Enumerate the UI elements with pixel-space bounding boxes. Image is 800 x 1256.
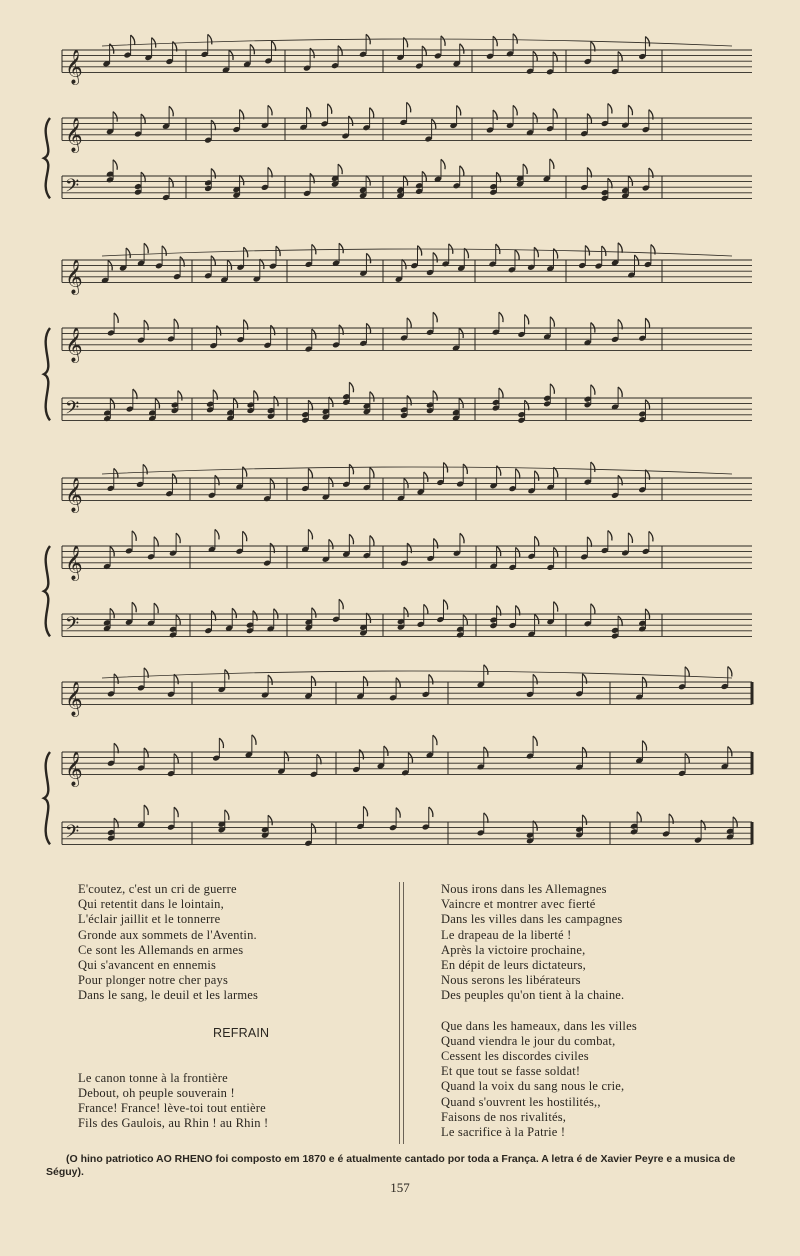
verse-line: Pour plonger notre cher pays [78,973,229,988]
note-flag [396,678,400,688]
lyrics-right-column [441,882,741,1155]
note-flag [329,397,333,407]
lyrics-section [0,882,800,1142]
note-flag [225,810,229,820]
note-flag [244,247,248,257]
note-flag [516,469,520,479]
note-flag [396,808,400,818]
note-flag [403,176,407,186]
note-flag [215,529,219,539]
refrain-line: France! France! lève-toi tout entière [78,1101,266,1116]
note-flag [169,106,173,116]
note-flag [459,328,463,338]
note-flag [366,176,370,186]
note-flag [208,34,212,44]
note-flag [484,665,488,675]
verse-line: E'coutez, c'est un cri de guerre [78,882,237,896]
page-number: 157 [390,1180,410,1195]
verse-line: Quand viendra le jour du combat, [441,1033,616,1048]
note-flag [460,533,464,543]
note-flag [338,46,342,56]
note-flag [433,391,437,401]
note-flag [618,387,622,397]
note-flag [533,674,537,684]
note-flag [513,34,517,44]
note-flag [154,603,158,613]
note-flag [370,108,374,118]
verse-line: Le sacrifice à la Patrie ! [441,1125,566,1140]
note-flag [554,547,558,557]
note-flag [126,248,130,258]
note-flag [162,246,166,256]
treble-clef: 𝄞 [65,681,83,717]
note-flag [433,312,437,322]
note-flag [308,400,312,410]
note-flag [176,533,180,543]
verse-line: Ce sont les Allemands en armes [78,942,244,957]
note-flag [553,52,557,62]
note-flag [363,806,367,816]
note-flag [307,107,311,117]
note-flag [349,534,353,544]
piano-brace [44,546,50,636]
note-flag [232,608,236,618]
note-flag [243,531,247,541]
note-flag [591,604,595,614]
verse-line: Gronde aux sommets de l'Aventin. [78,927,257,942]
bass-clef: 𝄢 [65,397,80,423]
note-flag [645,37,649,47]
note-flag [642,741,646,751]
note-flag [618,616,622,626]
note-flag [308,529,312,539]
note-flag [229,50,233,60]
note-flag [169,178,173,188]
column-divider [399,882,401,1144]
note-flag [424,604,428,614]
verse-line: Nous irons dans les Allemagnes [441,882,607,896]
piano-brace [44,118,50,198]
verse-line: Le drapeau de la liberté ! [441,927,572,942]
note-flag [174,674,178,684]
note-flag [211,169,215,179]
note-flag [618,52,622,62]
note-flag [132,602,136,612]
note-flag [276,246,280,256]
note-flag [628,105,632,115]
piano-brace [44,328,50,420]
slur [102,671,732,678]
note-flag [499,388,503,398]
note-flag [535,536,539,546]
note-flag [460,166,464,176]
note-flag [513,105,517,115]
verse-line: Vaincre et montrer avec fierté [441,897,596,912]
note-flag [429,807,433,817]
verse-line: Dans les villes dans les campagnes [441,912,623,927]
note-flag [525,314,529,324]
note-flag [649,168,653,178]
note-flag [463,464,467,474]
note-flag [211,120,215,130]
note-flag [349,382,353,392]
note-flag [429,674,433,684]
note-flag [608,103,612,113]
treble-clef: 𝄞 [65,49,83,85]
note-flag [152,38,156,48]
verse-right-2 [441,1019,741,1141]
refrain-stanza [78,1071,368,1132]
note-flag [585,245,589,255]
note-flag [132,531,136,541]
note-flag [582,815,586,825]
verse-line: Des peuples qu'on tient à la chaine. [441,988,625,1003]
note-flag [329,539,333,549]
note-flag [384,746,388,756]
note-flag [515,250,519,260]
note-flag [370,536,374,546]
verse-line: Nous serons les libérateurs [441,973,581,988]
bass-clef: 𝄢 [65,821,80,847]
note-flag [618,243,622,253]
note-flag [284,751,288,761]
verse-line: Après la victoire prochaine, [441,942,586,957]
note-flag [254,391,258,401]
verse-line: Qui s'avancent en ennemis [78,958,217,973]
verse-line: L'éclair jaillit et le tonnerre [78,912,221,927]
note-flag [143,464,147,474]
note-flag [534,247,538,257]
note-flag [144,320,148,330]
verse-line: Qui retentit dans le lointain, [78,897,224,912]
note-flag [459,398,463,408]
note-flag [493,36,497,46]
note-flag [141,114,145,124]
note-flag [591,385,595,395]
note-flag [144,748,148,758]
note-flag [645,318,649,328]
bass-clef: 𝄢 [65,175,80,201]
lyrics-left-column [78,882,368,1147]
note-flag [516,547,520,557]
note-flag [370,468,374,478]
note-flag [550,317,554,327]
note-flag [211,256,215,266]
treble-clef: 𝄞 [65,259,83,295]
verse-line: Quand la voix du sang nous le crie, [441,1079,625,1094]
treble-clef: 𝄞 [65,117,83,153]
note-flag [418,246,422,256]
note-flag [154,537,158,547]
note-flag [370,392,374,402]
note-flag [268,675,272,685]
refrain-line: Le canon tonne à la frontière [78,1070,228,1085]
note-flag [260,259,264,269]
note-flag [219,738,223,748]
note-flag [225,670,229,680]
note-flag [312,608,316,618]
note-flag [174,807,178,817]
treble-clef: 𝄞 [65,327,83,363]
note-flag [268,105,272,115]
note-flag [144,243,148,253]
note-flag [525,400,529,410]
note-flag [628,176,632,186]
slur [102,467,732,474]
note-flag [404,607,408,617]
note-flag [110,608,114,618]
note-flag [250,44,254,54]
note-flag [587,537,591,547]
note-flag [114,313,118,323]
column-divider [403,882,405,1144]
note-flag [308,469,312,479]
bass-clef: 𝄢 [65,613,80,639]
note-flag [311,676,315,686]
note-flag [328,104,332,114]
note-flag [441,36,445,46]
note-flag [172,474,176,484]
note-flag [464,248,468,258]
note-flag [496,172,500,182]
note-flag [457,105,461,115]
treble-clef: 𝄞 [65,751,83,787]
note-flag [407,102,411,112]
note-flag [608,178,612,188]
treble-clef: 𝄞 [65,545,83,581]
note-flag [339,243,343,253]
footnote: (O hino patriotico AO RHENO foi composto em 1870 e é atualmente cantado por toda a França. A letra é de Xavier Peyre e a musica de Séguy). [46,1153,736,1178]
note-flag [407,318,411,328]
note-flag [587,114,591,124]
note-flag [493,110,497,120]
verse-right-1 [441,882,741,1004]
note-flag [728,746,732,756]
note-flag [608,530,612,540]
note-flag [554,602,558,612]
note-flag [591,462,595,472]
note-flag [268,815,272,825]
verse-line: Que dans les hameaux, dans les villes [441,1018,637,1033]
note-flag [311,823,315,833]
note-flag [685,753,689,763]
note-flag [550,159,554,169]
note-flag [366,253,370,263]
note-flag [402,259,406,269]
note-flag [685,667,689,677]
note-flag [443,600,447,610]
note-flag [178,391,182,401]
note-flag [628,533,632,543]
note-flag [645,400,649,410]
note-flag [271,41,275,51]
note-flag [553,109,557,119]
note-flag [533,51,537,61]
note-flag [240,175,244,185]
note-flag [349,464,353,474]
note-flag [649,531,653,541]
note-flag [533,736,537,746]
note-flag [499,312,503,322]
note-flag [144,805,148,815]
slur [102,39,732,46]
note-flag [433,735,437,745]
note-flag [433,252,437,262]
note-flag [339,599,343,609]
refrain-line: Debout, oh peuple souverain ! [78,1086,235,1101]
note-flag [523,164,527,174]
verse-line: Quand s'ouvrent les hostilités,, [441,1094,601,1109]
treble-clef: 𝄞 [65,477,83,513]
note-flag [113,160,117,170]
note-flag [363,676,367,686]
note-flag [131,35,135,45]
note-flag [460,44,464,54]
note-flag [349,116,353,126]
note-flag [227,260,231,270]
refrain-title: REFRAIN [213,1025,270,1040]
note-flag [174,319,178,329]
note-flag [602,246,606,256]
note-flag [114,818,118,828]
verse-line: Faisons de nos rivalités, [441,1109,567,1124]
note-flag [550,384,554,394]
note-flag [434,538,438,548]
note-flag [329,477,333,487]
note-flag [243,467,247,477]
verse-line: Et que tout se fasse soldat! [441,1064,581,1079]
note-flag [535,471,539,481]
piano-brace [44,752,50,844]
note-flag [424,472,428,482]
note-flag [338,164,342,174]
note-flag [113,112,117,122]
note-flag [637,812,641,822]
verse-line: Dans le sang, le deuil et les larmes [78,988,259,1003]
note-flag [422,46,426,56]
verse-left [78,882,368,1004]
verse-line: Cessent les discordes civiles [441,1049,589,1064]
note-flag [728,667,732,677]
refrain-line: Fils des Gaulois, au Rhin ! au Rhin ! [78,1116,269,1131]
note-flag [141,172,145,182]
note-flag [484,813,488,823]
verse-line: En dépit de leurs dictateurs, [441,958,586,973]
note-flag [496,244,500,254]
note-flag [366,613,370,623]
note-flag [217,326,221,336]
note-flag [441,159,445,169]
note-flag [174,754,178,764]
note-flag [252,735,256,745]
